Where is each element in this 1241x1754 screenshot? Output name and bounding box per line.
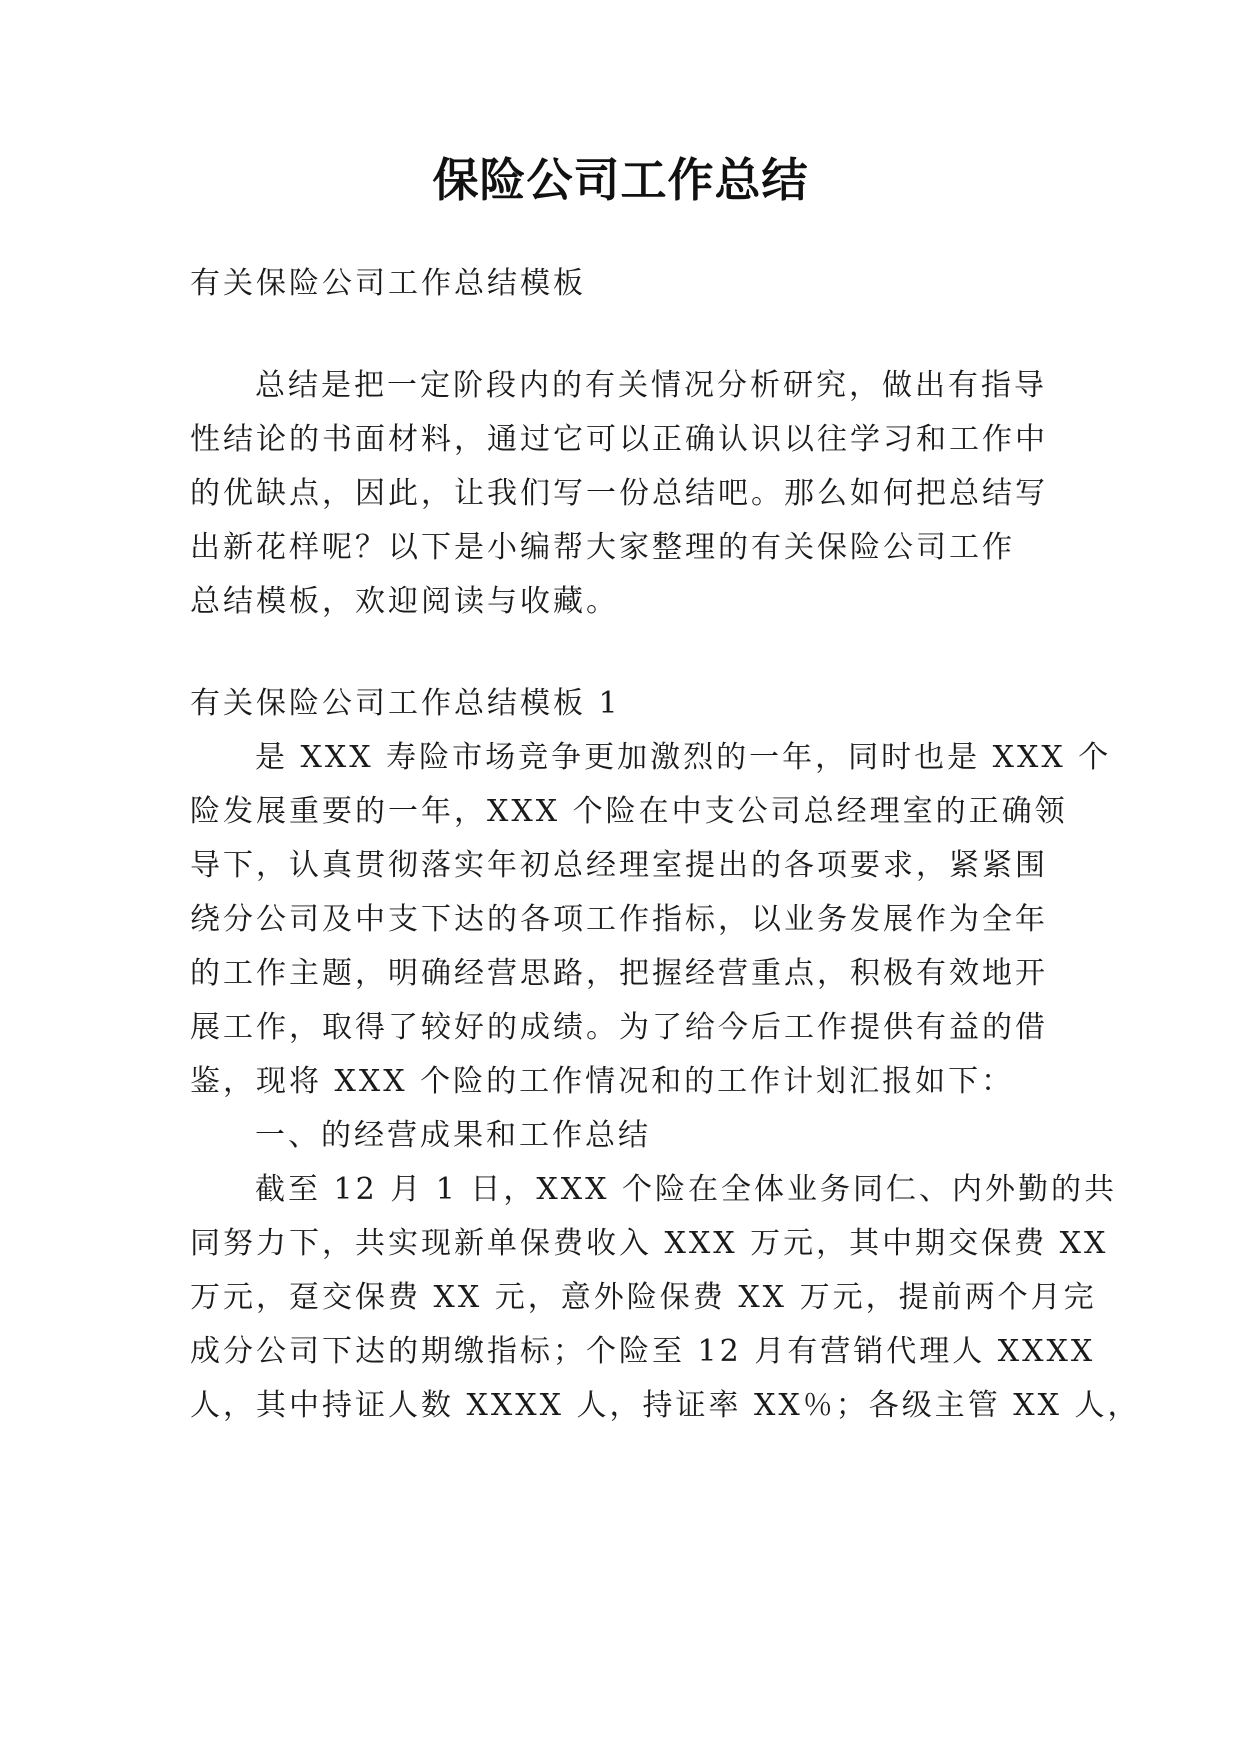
body-line: 的工作主题，明确经营思路，把握经营重点，积极有效地开 — [190, 956, 1048, 991]
section-heading: 有关保险公司工作总结模板 1 — [190, 686, 621, 721]
body-line: 是 XXX 寿险市场竞争更加激烈的一年，同时也是 XXX 个 — [255, 740, 1112, 775]
intro-line: 总结是把一定阶段内的有关情况分析研究，做出有指导 — [255, 368, 1047, 403]
intro-line: 总结模板，欢迎阅读与收藏。 — [190, 584, 619, 619]
body-line: 展工作，取得了较好的成绩。为了给今后工作提供有益的借 — [190, 1010, 1048, 1045]
body-line: 险发展重要的一年，XXX 个险在中支公司总经理室的正确领 — [190, 794, 1068, 829]
document-title: 保险公司工作总结 — [432, 153, 809, 207]
body-line: 绕分公司及中支下达的各项工作指标，以业务发展作为全年 — [190, 902, 1048, 937]
document-subtitle: 有关保险公司工作总结模板 — [190, 266, 586, 301]
body-line: 鉴，现将 XXX 个险的工作情况和的工作计划汇报如下： — [190, 1064, 1015, 1099]
intro-line: 性结论的书面材料，通过它可以正确认识以往学习和工作中 — [190, 422, 1048, 457]
intro-line: 的优缺点，因此，让我们写一份总结吧。那么如何把总结写 — [190, 476, 1048, 511]
subheading: 一、的经营成果和工作总结 — [255, 1118, 651, 1153]
intro-line: 出新花样呢？以下是小编帮大家整理的有关保险公司工作 — [190, 530, 1015, 565]
results-line: 同努力下，共实现新单保费收入 XXX 万元，其中期交保费 XX — [190, 1226, 1109, 1261]
results-line: 成分公司下达的期缴指标；个险至 12 月有营销代理人 XXXX — [190, 1334, 1096, 1369]
results-line: 万元，趸交保费 XX 元，意外险保费 XX 万元，提前两个月完 — [190, 1280, 1097, 1315]
results-line: 截至 12 月 1 日，XXX 个险在全体业务同仁、内外勤的共 — [255, 1172, 1118, 1207]
results-line: 人，其中持证人数 XXXX 人，持证率 XX％；各级主管 XX 人， — [190, 1388, 1141, 1423]
body-line: 导下，认真贯彻落实年初总经理室提出的各项要求，紧紧围 — [190, 848, 1048, 883]
